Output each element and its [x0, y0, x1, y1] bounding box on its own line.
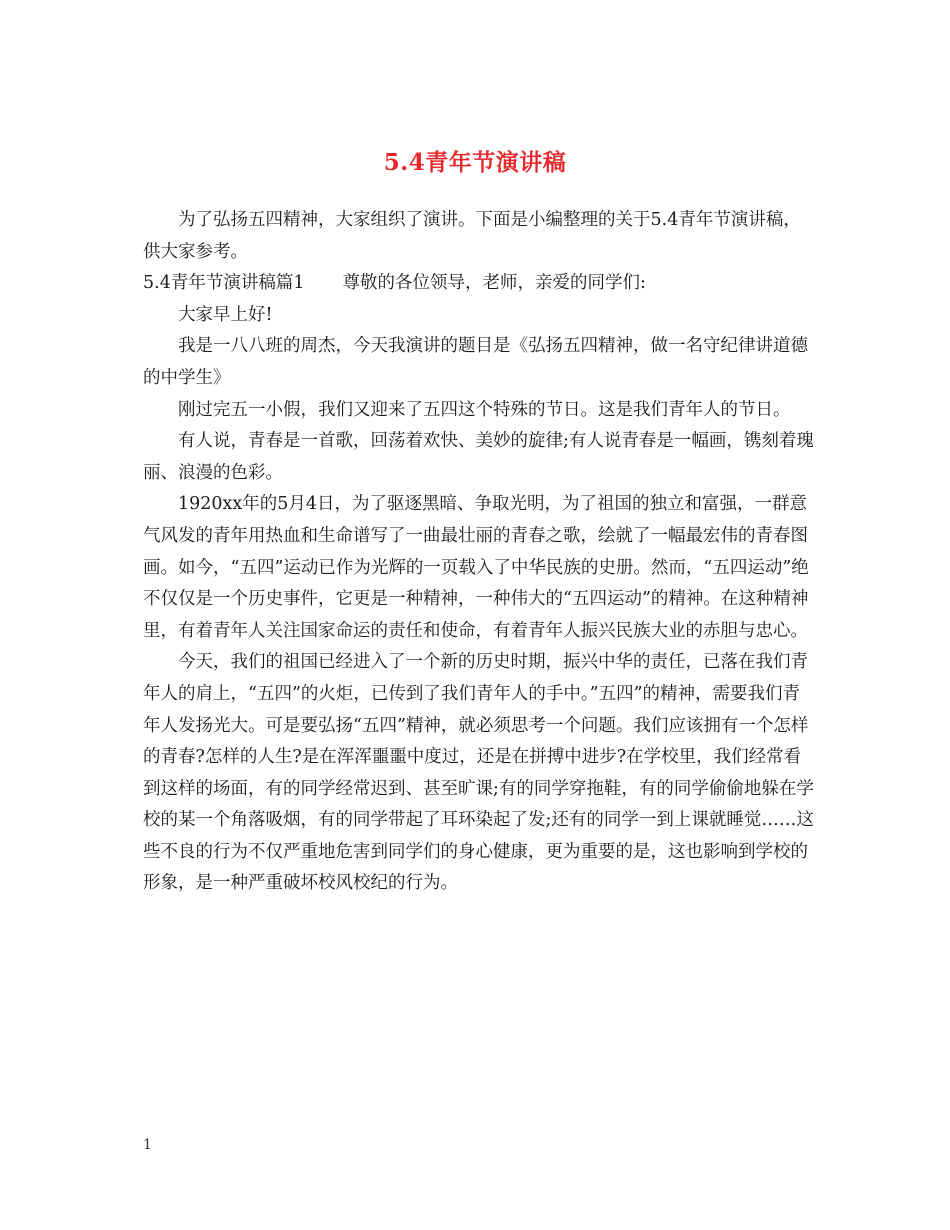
body-paragraph-1: 我是一八八班的周杰，今天我演讲的题目是《弘扬五四精神，做一名守纪律讲道德的中学生》 — [143, 336, 808, 388]
salutation: 尊敬的各位领导，老师，亲爱的同学们: — [342, 273, 646, 294]
body-paragraph-4: 1920xx年的5月4日，为了驱逐黑暗、争取光明，为了祖国的独立和富强，一群意气风发的青年用热血和生命谱写了一曲最壮丽的青春之歌，绘就了一幅最宏伟的青春图画。如今，“五四”运动已作为光辉的一页载入了中华民族的史册。然而，“五四运动”绝不仅仅是一个历史事件，它更是一种精神，一种伟大的“五四运动”的精神。在这种精神里，有着青年人关注国家命运的责任和使命，有着青年人振兴民族大业的赤胆与忠心。 — [143, 494, 809, 641]
body-paragraph-5: 今天，我们的祖国已经进入了一个新的历史时期，振兴中华的责任，已落在我们青年人的肩上，“五四”的火炬，已传到了我们青年人的手中。”五四”的精神，需要我们青年人发扬光大。可是要弘扬“五四”精神，就必须思考一个问题。我们应该拥有一个怎样的青春?怎样的人生?是在浑浑噩噩中度过，还是在拼搏中进步?在学校里，我们经常看到这样的场面，有的同学经常迟到、甚至旷课;有的同学穿拖鞋，有的同学偷偷地躲在学校的某一个角落吸烟，有的同学带起了耳环染起了发;还有的同学一到上课就睡觉……这些不良的行为不仅严重地危害到同学们的身心健康，更为重要的是，这也影响到学校的形象，是一种严重破坏校风校纪的行为。 — [143, 652, 814, 894]
page-number: 1 — [143, 1137, 152, 1153]
document-title: 5.4青年节演讲稿 — [383, 149, 567, 177]
greeting-paragraph: 大家早上好! — [178, 304, 273, 325]
section-heading-line — [143, 268, 815, 300]
body-paragraph-3: 有人说，青春是一首歌，回荡着欢快、美妙的旋律;有人说青春是一幅画，镌刻着瑰丽、浪漫的色彩。 — [143, 431, 814, 483]
document-body — [143, 205, 815, 900]
section-label: 5.4青年节演讲稿篇1 — [143, 273, 305, 294]
body-paragraph-2: 刚过完五一小假，我们又迎来了五四这个特殊的节日。这是我们青年人的节日。 — [178, 399, 791, 420]
intro-paragraph: 为了弘扬五四精神，大家组织了演讲。下面是小编整理的关于5.4青年节演讲稿，供大家参考。 — [143, 210, 801, 262]
